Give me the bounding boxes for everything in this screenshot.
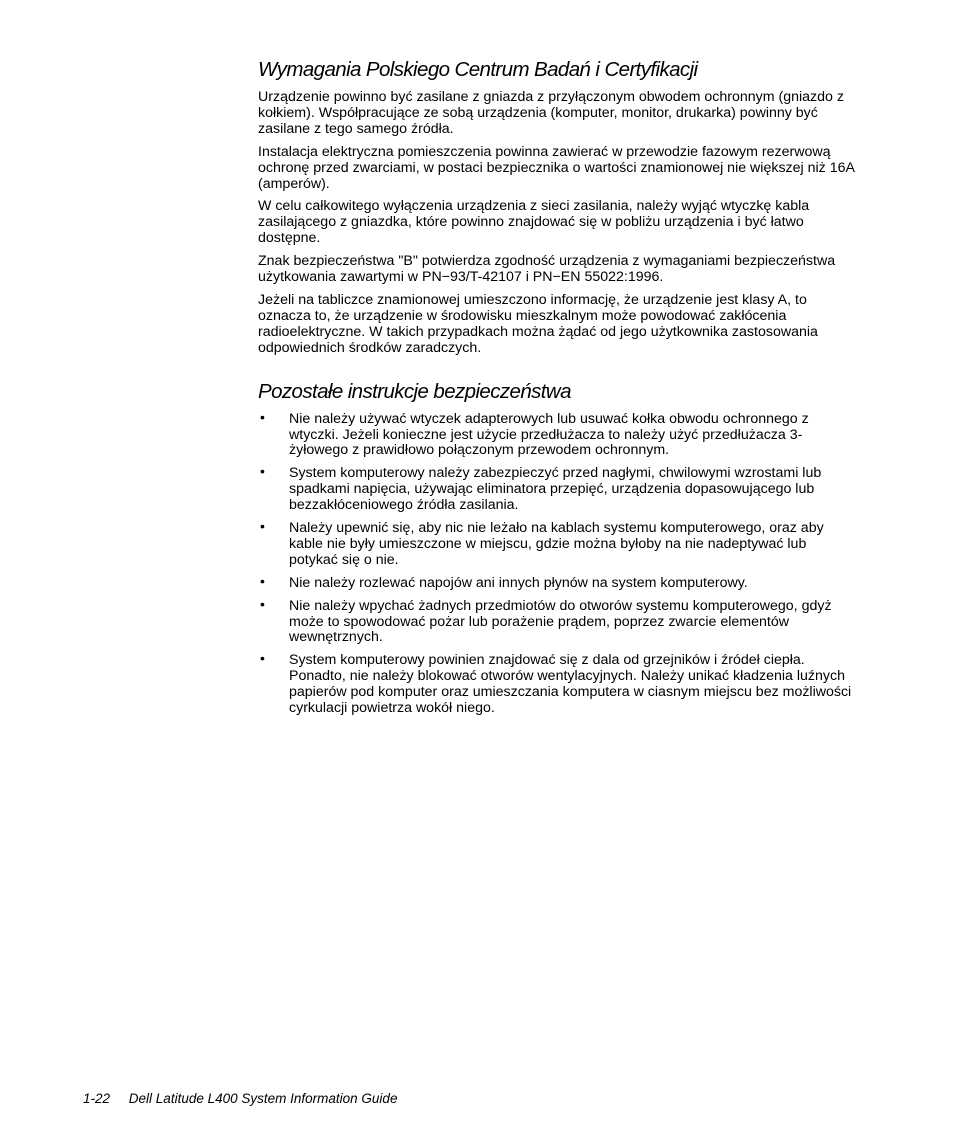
bullet-icon: • [260, 463, 265, 480]
list-item-text: Należy upewnić się, aby nic nie leżało na kablach systemu komputerowego, oraz aby kable nie były umieszczone w miejscu, gdzie można byłoby na nie nadeptywać lub potykać się o nie. [289, 520, 824, 568]
paragraph: Urządzenie powinno być zasilane z gniazda z przyłączonym obwodem ochronnym (gniazdo z kołkiem). Współpracujące ze sobą urządzenia (komputer, monitor, drukarka) powinny być zasilane z tego samego źródła. [258, 89, 844, 137]
bullet-icon: • [260, 650, 265, 667]
section-heading-pcbc: Wymagania Polskiego Centrum Badań i Certyfikacji [258, 58, 698, 81]
list-item [258, 518, 858, 569]
bullet-icon: • [260, 518, 265, 535]
page-content [258, 58, 858, 724]
list-item-text: Nie należy wpychać żadnych przedmiotów do otworów systemu komputerowego, gdyż może to spowodować pożar lub porażenie prądem, poprzez zwarcie elementów wewnętrznych. [289, 597, 832, 646]
page-number: 1-22 [83, 1091, 111, 1106]
list-item [258, 408, 858, 460]
paragraph: Instalacja elektryczna pomieszczenia powinna zawierać w przewodzie fazowym rezerwową ochronę przed zwarciami, w postaci bezpiecznika o wartości znamionowej nie większej niż 16A (amperów). [258, 143, 855, 192]
list-item [258, 463, 858, 514]
paragraph: Jeżeli na tabliczce znamionowej umieszczono informację, że urządzenie jest klasy A, to oznacza to, że urządzenie w środowisku mieszkalnym może powodować zakłócenia radioelektryczne. W takich przypadkach można żądać od jego użytkownika zastosowania odpowiednich środków zaradczych. [258, 291, 818, 356]
list-item-text: System komputerowy powinien znajdować się z dala od grzejników i źródeł ciepła. Ponadto, nie należy blokować otworów wentylacyjnych. Należy unikać kładzenia luźnych papierów pod komputer oraz umieszczania komputera w ciasnym miejscu bez możliwości cyrkulacji powietrza wokół niego. [289, 652, 852, 717]
page-footer [83, 1091, 397, 1107]
section-heading-safety-instructions: Pozostałe instrukcje bezpieczeństwa [258, 379, 571, 403]
list-item-text: Nie należy rozlewać napojów ani innych płynów na system komputerowy. [289, 574, 748, 591]
paragraph: W celu całkowitego wyłączenia urządzenia z sieci zasilania, należy wyjąć wtyczkę kabla zasilającego z gniazdka, które powinno znajdować się w pobliżu urządzenia i być łatwo dostępne. [258, 198, 810, 247]
list-item-text: System komputerowy należy zabezpieczyć przed nagłymi, chwilowymi wzrostami lub spadkami napięcia, używając eliminatora przepięć, urządzenia dopasowującego lub bezzakłóceniowego źródła zasilania. [289, 465, 822, 514]
safety-instructions-list [258, 408, 858, 717]
document-title: Dell Latitude L400 System Information Guide [128, 1091, 398, 1106]
list-item-text: Nie należy używać wtyczek adapterowych lub usuwać kołka obwodu ochronnego z wtyczki. Jeżeli konieczne jest użycie przedłużacza to należy użyć przedłużacza 3-żyłowego z prawidłowo połączonym przewodem ochronnym. [289, 410, 809, 459]
bullet-icon: • [260, 408, 265, 425]
paragraph: Znak bezpieczeństwa "B" potwierdza zgodność urządzenia z wymaganiami bezpieczeństwa użytkowania zawartymi w PN−93/T-42107 i PN−EN 55022:1996. [258, 253, 836, 286]
list-item [258, 595, 858, 647]
list-item [258, 650, 858, 717]
bullet-icon: • [260, 572, 265, 589]
list-item [258, 572, 858, 592]
bullet-icon: • [260, 595, 265, 612]
